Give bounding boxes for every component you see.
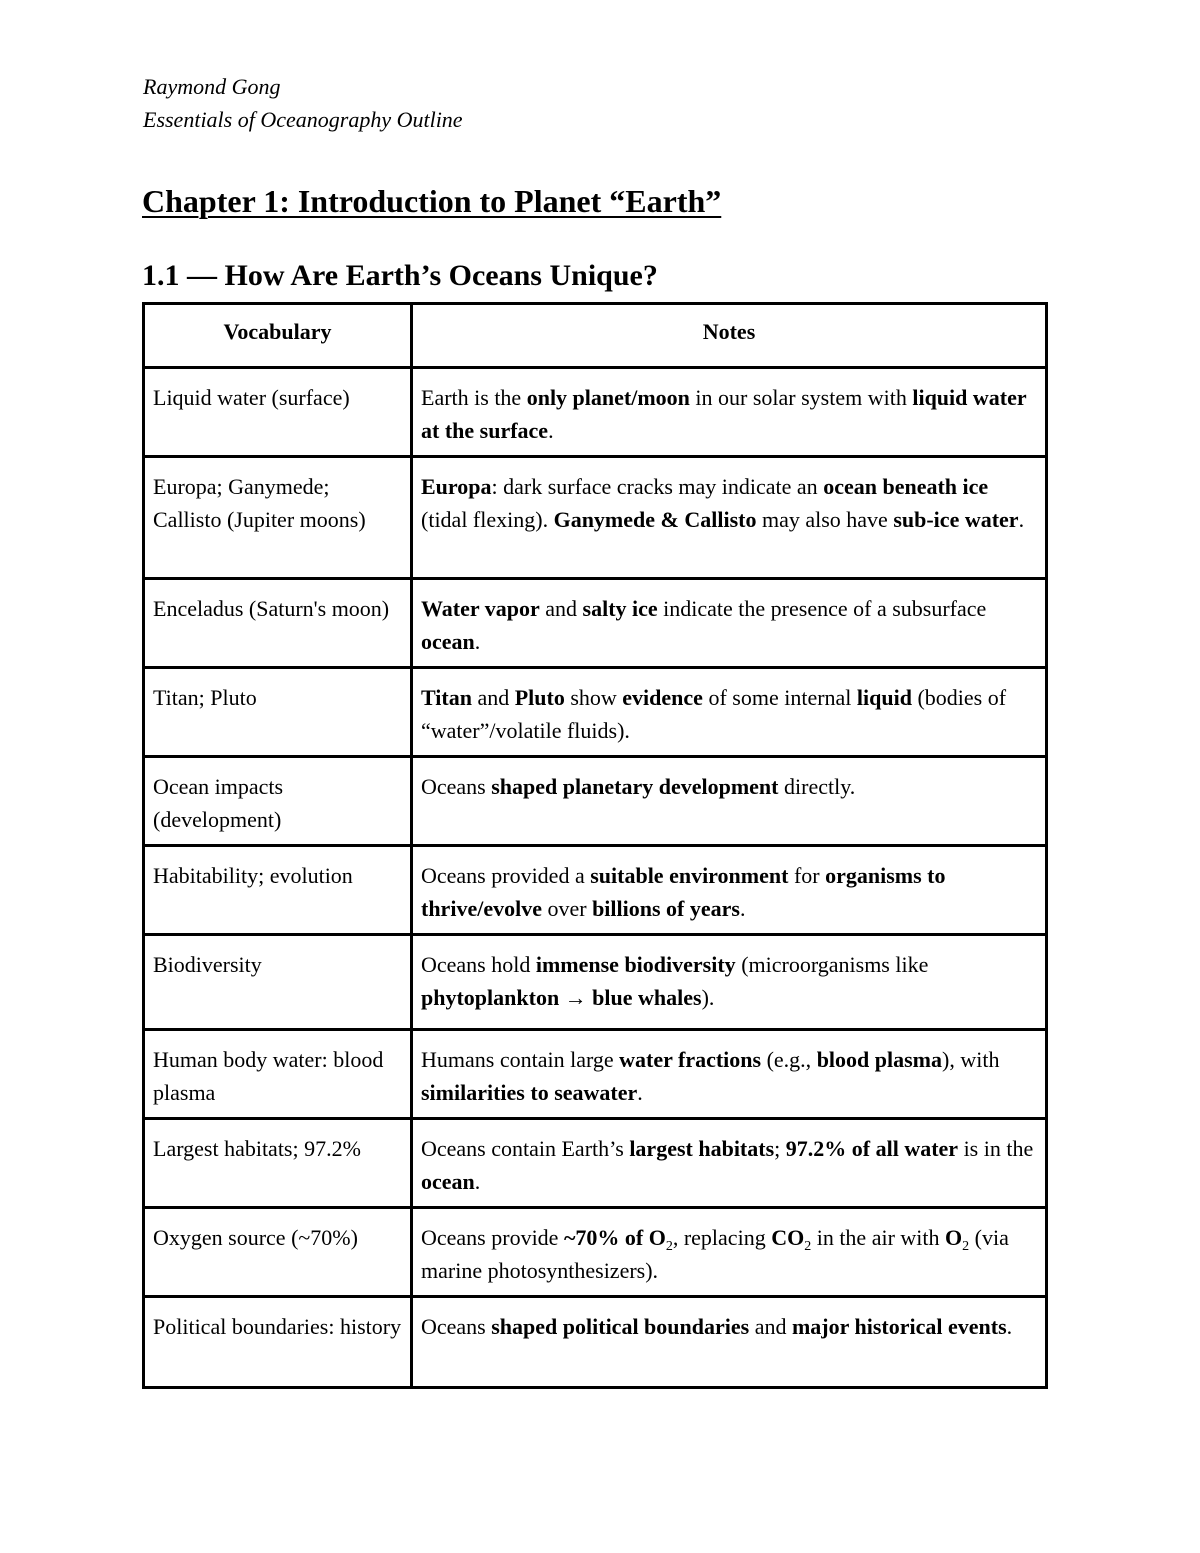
note-fragment: : dark surface cracks may indicate an (491, 474, 824, 499)
note-fragment: in our solar system with (689, 385, 913, 410)
bold-term: CO (771, 1225, 805, 1250)
table-row (144, 1297, 1047, 1388)
bold-term: shaped planetary development (491, 774, 779, 799)
note-fragment: Oceans (421, 1314, 492, 1339)
note-fragment: Oceans provide (421, 1225, 564, 1250)
bold-term: phytoplankton → blue whales (421, 985, 702, 1010)
notes-column-header: Notes (412, 304, 1047, 368)
note-text (412, 1030, 1047, 1119)
bold-term: major historical events (791, 1314, 1007, 1339)
vocabulary-term: Political boundaries: history (144, 1297, 412, 1388)
bold-term: sub-ice water (893, 507, 1019, 532)
table-row (144, 368, 1047, 457)
note-fragment: (via marine photosynthesizers). (421, 1225, 1009, 1283)
table-row (144, 457, 1047, 579)
note-text (412, 1297, 1047, 1388)
author-name: Raymond Gong (143, 74, 281, 99)
chapter-title: Chapter 1: Introduction to Planet “Earth” (142, 183, 722, 219)
table-row (144, 935, 1047, 1030)
vocabulary-term: Titan; Pluto (144, 668, 412, 757)
bold-term: ~70% of O (563, 1225, 666, 1250)
note-text (412, 579, 1047, 668)
bold-term: largest habitats (629, 1136, 775, 1161)
vocabulary-term: Habitability; evolution (144, 846, 412, 935)
note-fragment: is in the (958, 1136, 1034, 1161)
bold-term: ocean (421, 1169, 475, 1194)
note-fragment: Oceans provided a (421, 863, 591, 888)
vocabulary-term: Liquid water (surface) (144, 368, 412, 457)
table-row (144, 1030, 1047, 1119)
note-fragment: in the air with (811, 1225, 946, 1250)
vocabulary-term: Largest habitats; 97.2% (144, 1119, 412, 1208)
table-row (144, 846, 1047, 935)
vocabulary-term: Ocean impacts (development) (144, 757, 412, 846)
bold-term: Water vapor (421, 596, 540, 621)
vocabulary-notes-table (142, 302, 1048, 1389)
note-text (412, 1119, 1047, 1208)
note-fragment: Earth is the (421, 385, 527, 410)
bold-term: salty ice (582, 596, 658, 621)
note-fragment: show (564, 685, 623, 710)
note-fragment: , replacing (672, 1225, 772, 1250)
vocabulary-term: Oxygen source (~70%) (144, 1208, 412, 1297)
vocabulary-term: Enceladus (Saturn's moon) (144, 579, 412, 668)
bold-term: ocean (421, 629, 475, 654)
note-fragment: and (749, 1314, 792, 1339)
bold-term: blood plasma (816, 1047, 943, 1072)
note-fragment: . (637, 1080, 643, 1105)
note-fragment: Oceans (421, 774, 492, 799)
bold-term: shaped political boundaries (491, 1314, 750, 1339)
note-fragment: may also have (756, 507, 894, 532)
note-fragment: (bodies of “water”/volatile fluids). (421, 685, 1007, 743)
table-header-row (144, 304, 1047, 368)
bold-term: evidence (622, 685, 703, 710)
note-fragment: and (471, 685, 515, 710)
bold-term: ocean beneath ice (823, 474, 989, 499)
table-row (144, 1208, 1047, 1297)
bold-term: liquid (856, 685, 912, 710)
section-title: 1.1 — How Are Earth’s Oceans Unique? (142, 259, 658, 292)
note-fragment: ). (701, 985, 715, 1010)
note-fragment: ), with (942, 1047, 1000, 1072)
course-title: Essentials of Oceanography Outline (143, 107, 463, 132)
note-fragment: Oceans contain Earth’s (421, 1136, 630, 1161)
table-row (144, 757, 1047, 846)
note-fragment: . (739, 896, 746, 921)
table-body (144, 368, 1047, 1388)
subscript: 2 (962, 1239, 970, 1254)
note-fragment: and (539, 596, 583, 621)
note-fragment: for (788, 863, 826, 888)
note-fragment: . (1006, 1314, 1013, 1339)
bold-term: organisms to thrive/evolve (421, 863, 946, 921)
note-fragment: indicate the presence of a subsurface (657, 596, 987, 621)
note-fragment: over (541, 896, 593, 921)
bold-term: Europa (421, 474, 492, 499)
subscript: 2 (665, 1239, 673, 1254)
vocabulary-term: Biodiversity (144, 935, 412, 1030)
note-text (412, 935, 1047, 1030)
subscript: 2 (804, 1239, 812, 1254)
bold-term: suitable environment (590, 863, 789, 888)
bold-term: O (945, 1225, 963, 1250)
bold-term: water fractions (619, 1047, 762, 1072)
note-fragment: (e.g., (761, 1047, 817, 1072)
table-row (144, 1119, 1047, 1208)
note-text (412, 668, 1047, 757)
note-text (412, 757, 1047, 846)
bold-term: Pluto (514, 685, 565, 710)
bold-term: only planet/moon (526, 385, 690, 410)
bold-term: immense biodiversity (535, 952, 736, 977)
note-fragment: (microorganisms like (735, 952, 929, 977)
note-fragment: . (1018, 507, 1025, 532)
note-text (412, 846, 1047, 935)
vocabulary-term: Human body water: blood plasma (144, 1030, 412, 1119)
bold-term: Titan (421, 685, 472, 710)
bold-term: billions of years (592, 896, 740, 921)
note-fragment: ; (774, 1136, 786, 1161)
note-fragment: . (474, 629, 481, 654)
vocabulary-column-header: Vocabulary (144, 304, 412, 368)
note-text (412, 1208, 1047, 1297)
note-text (412, 457, 1047, 579)
note-text (412, 368, 1047, 457)
bold-term: 97.2% of all water (785, 1136, 959, 1161)
note-fragment: (tidal flexing). (421, 507, 554, 532)
bold-term: Ganymede & Callisto (553, 507, 757, 532)
bold-term: liquid water at the surface (421, 385, 1027, 443)
note-fragment: of some internal (702, 685, 857, 710)
note-fragment: Humans contain large (421, 1047, 620, 1072)
note-fragment: . (474, 1169, 481, 1194)
vocabulary-term: Europa; Ganymede; Callisto (Jupiter moons) (144, 457, 412, 579)
bold-term: similarities to seawater (421, 1080, 638, 1105)
note-fragment: . (548, 418, 554, 443)
table-row (144, 668, 1047, 757)
note-fragment: directly. (778, 774, 856, 799)
table-row (144, 579, 1047, 668)
note-fragment: Oceans hold (421, 952, 536, 977)
